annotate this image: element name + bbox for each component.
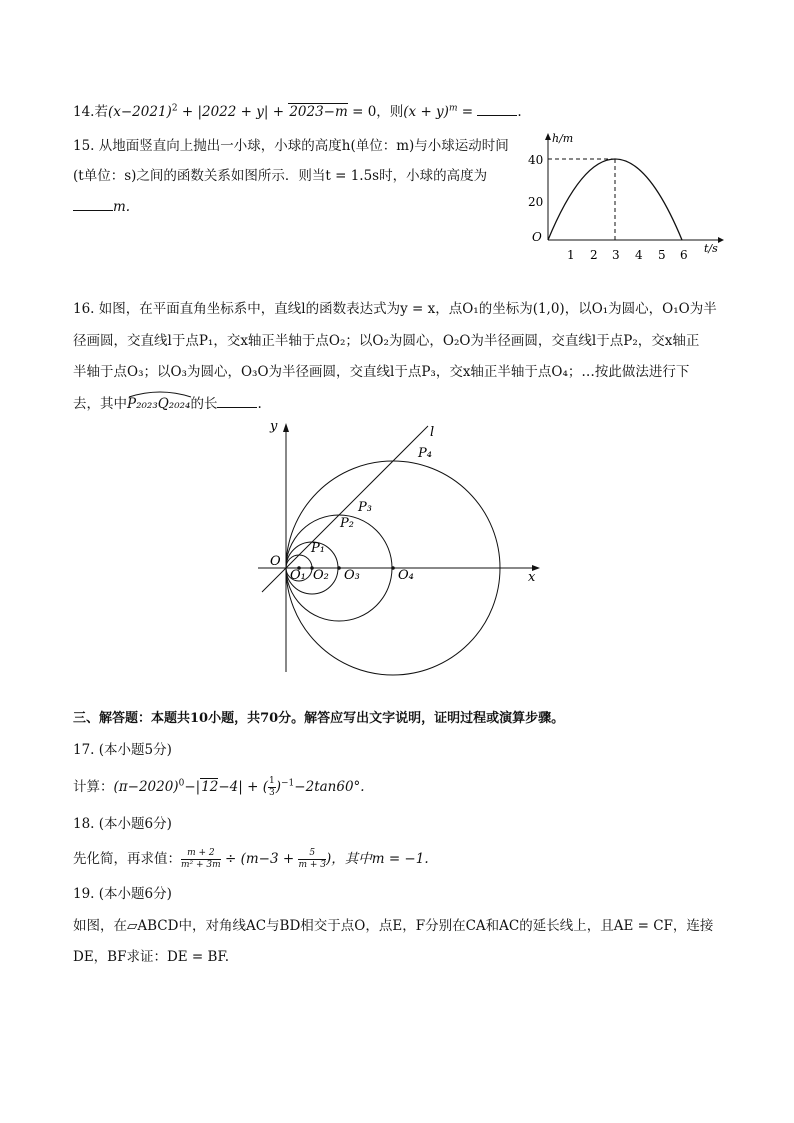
sqrt-expression: 2023−m [289, 104, 348, 120]
question-14: 14.若$(x-2021)^2 + |2022 + y| + 2023-m = 0$，则$(x + y)^m$ = . [73, 103, 522, 120]
x-tick-4: 4 [635, 248, 643, 262]
x-axis-label: x [528, 570, 536, 585]
question-15-line-2: (t单位：s)之间的函数关系如图所示．则当t = 1.5s时，小球的高度为 [73, 168, 488, 184]
sqrt-expression: 12 [201, 779, 219, 795]
question-19-header: 19. (本小题6分) [73, 886, 172, 902]
p1-label: P₁ [311, 541, 325, 556]
p2-label: P₂ [340, 516, 354, 531]
answer-blank [73, 198, 113, 211]
y-axis-arrow [283, 423, 289, 432]
circles-figure [250, 420, 550, 680]
o1-label: O₁ [290, 568, 306, 583]
x-tick-3: 3 [612, 248, 620, 262]
o4-label: O₄ [398, 568, 414, 583]
answer-blank [477, 103, 517, 116]
question-17-header: 17. (本小题5分) [73, 742, 172, 758]
h-axis-label: h/m [552, 132, 574, 145]
x-tick-1: 1 [567, 248, 575, 262]
parabola-curve [548, 159, 682, 240]
line-l-label: l [430, 425, 435, 440]
point-o4 [391, 566, 395, 570]
point-o3 [337, 566, 341, 570]
question-16-line-1: 16. 如图，在平面直角坐标系中，直线l的函数表达式为y = x，点O₁的坐标为(1,0)，以O₁为圆心，O₁O为半 [73, 301, 717, 317]
p3-label: P₃ [358, 500, 372, 515]
fraction: $\frac{m + 2}{\text{m² + 3m}}$ [181, 848, 221, 870]
height-time-graph [520, 128, 730, 262]
question-17-expression: 计算：$(\pi-2020)^0-|12-4|$ + ( $\frac{1}{3}$ )$^{-1}$−2tan60°. [73, 776, 365, 798]
x-tick-2: 2 [590, 248, 598, 262]
question-18-expression: 先化简，再求值： $\frac{m + 2}{\text{m² + 3m}}$ ÷ (m−3 + $\frac{5}{m + 3}$ )，其中m = −1. [73, 848, 429, 870]
question-15-line-3: m. [73, 198, 130, 216]
t-axis-label: t/s [704, 242, 718, 255]
x-tick-5: 5 [658, 248, 666, 262]
question-19-line-1: 如图，在▱ABCD中，对角线AC与BD相交于点O，点E，F分别在CA和AC的延长线上，且AE = CF，连接 [73, 918, 714, 934]
question-16-line-3: 半轴于点O₃；以O₃为圆心，O₃O为半径画圆，交直线l于点P₃，交x轴正半轴于点O₄；…按此做法进行下 [73, 364, 690, 380]
t-axis-arrow [718, 237, 724, 243]
question-18-header: 18. (本小题6分) [73, 816, 172, 832]
fraction: $\frac{5}{m + 3}$ [298, 848, 326, 870]
p4-label: P₄ [418, 446, 432, 461]
answer-blank [217, 395, 257, 408]
question-19-line-2: DE，BF求证：DE = BF. [73, 949, 230, 965]
y-tick-40: 40 [528, 153, 544, 167]
h-axis-arrow [545, 133, 551, 140]
arc-label: P₂₀₂₃Q₂₀₂₄ [127, 396, 190, 412]
origin-o-label: O [270, 554, 281, 569]
question-16-line-2: 径画圆，交直线l于点P₁，交x轴正半轴于点O₂；以O₂为圆心，O₂O为半径画圆，交直线l于点P₂，交x轴正 [73, 333, 700, 349]
fraction: $\frac{1}{3}$ [269, 776, 275, 798]
o3-label: O₃ [344, 568, 360, 583]
question-16-line-4: 去，其中 P₂₀₂₃Q₂₀₂₄的长 . [73, 395, 262, 413]
y-tick-20: 20 [528, 195, 544, 209]
question-15-line-1: 15. 从地面竖直向上抛出一小球，小球的高度h(单位：m)与小球运动时间 [73, 138, 509, 154]
section-3-heading: 三、解答题：本题共10小题，共70分。解答应写出文字说明，证明过程或演算步骤。 [73, 711, 565, 726]
origin-label: O [532, 230, 542, 244]
arc-symbol [127, 389, 193, 398]
x-tick-6: 6 [680, 248, 688, 262]
y-axis-label: y [270, 420, 278, 434]
o2-label: O₂ [313, 568, 329, 583]
